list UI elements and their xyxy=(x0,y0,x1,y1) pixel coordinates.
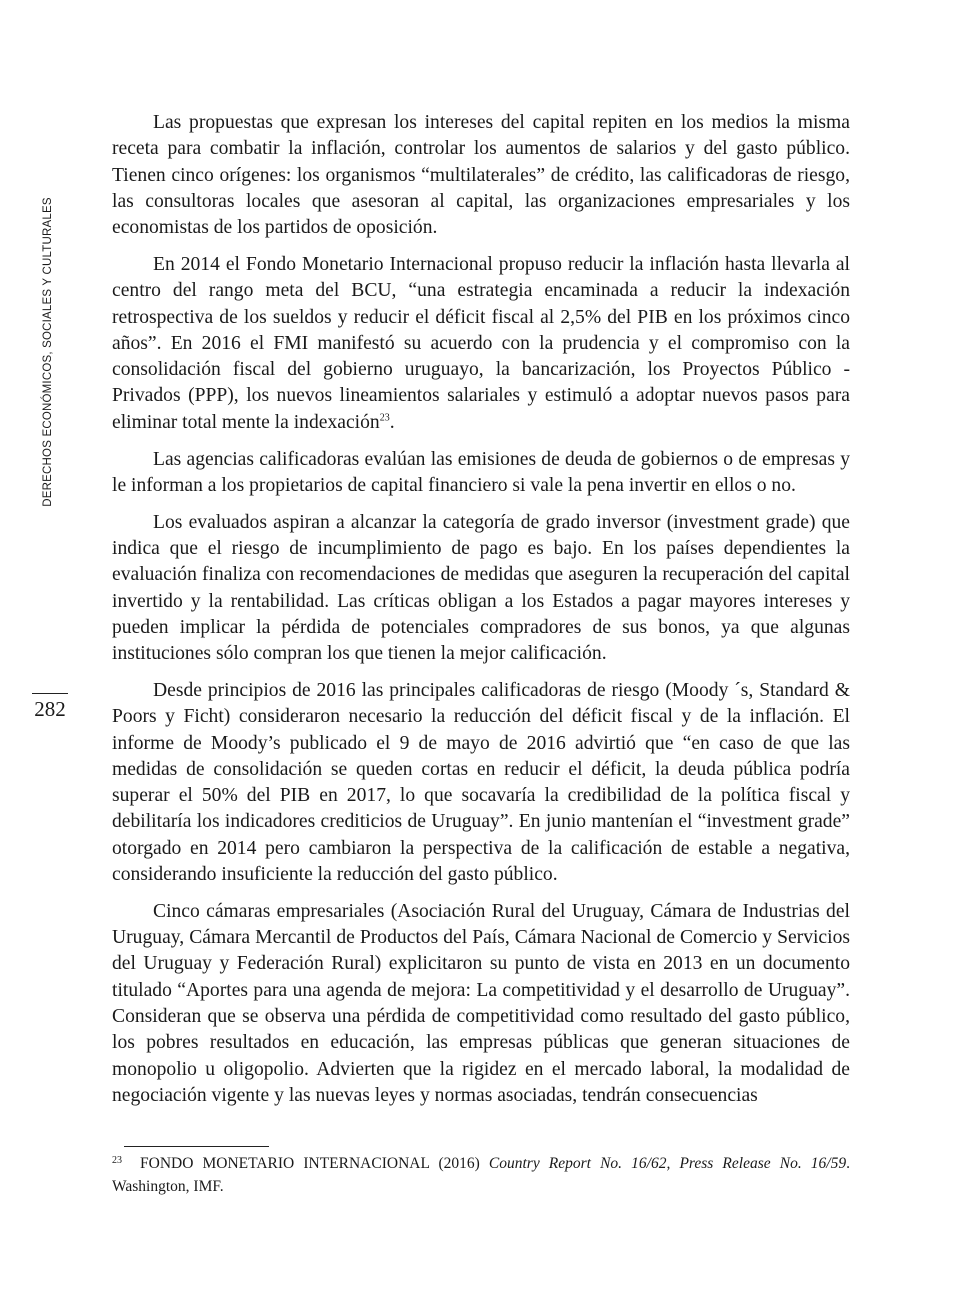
paragraph-2 xyxy=(112,252,850,436)
body-text xyxy=(112,110,850,1120)
footnote xyxy=(112,1153,850,1197)
page-number-rule xyxy=(32,693,68,694)
footnote-tail: . Washington, IMF. xyxy=(112,1155,850,1195)
footnote-text: FONDO MONETARIO INTERNACIONAL (2016) xyxy=(140,1155,489,1172)
paragraph-2-text: En 2014 el Fondo Monetario Internacional propuso reducir la inflación hasta llevarla al centro del rango meta del BCU, “una estrategia encaminada a reducir la indexación retrospectiva de los sueldos y reducir el déficit fiscal al 2,5% del PIB en los próximos cinco años”. En 2016 el FMI manifestó su acuerdo con la prudencia y el compromiso con la consolidación fiscal del gobierno uruguayo, la bancarización, los Proyectos Público - Privados (PPP), los nuevos lineamientos salariales y estimuló a adoptar nuevos pasos para eliminar total mente la indexación xyxy=(112,253,850,433)
paragraph-1: Las propuestas que expresan los intereses del capital repiten en los medios la misma receta para combatir la inflación, controlar los aumentos de salarios y del gasto público. Tienen cinco orígenes: los organismos “multilaterales” de crédito, las calificadoras de riesgo, las consultoras locales que asesoran al capital, las organizaciones empresariales y los economistas de los partidos de oposición. xyxy=(112,112,850,239)
paragraph-2-end: . xyxy=(389,411,395,433)
running-header: DERECHOS ECONÓMICOS, SOCIALES Y CULTURALES xyxy=(42,197,54,507)
footnote-separator xyxy=(124,1146,269,1147)
paragraph-5: Desde principios de 2016 las principales calificadoras de riesgo (Moody ´s, Standard & Poors y Ficht) consideraron necesario la reducción del déficit fiscal y de la inflación. El informe de Moody’s publicado el 9 de mayo de 2016 advirtió que “en caso de que las medidas de consolidación se queden cortas en reducir el déficit, la deuda pública podría superar el 50% del PIB en 2017, lo que socavaría la credibilidad de la política fiscal y debilitaría los indicadores crediticios de Uruguay”. En junio mantenían el “investment grade” otorgado en 2014 pero cambiaron la perspectiva de la calificación de estable a negativa, considerando insuficiente la reducción del gasto público. xyxy=(112,679,850,886)
paragraph-4: Los evaluados aspiran a alcanzar la categoría de grado inversor (investment grade) que indica que el riesgo de incumplimiento de pago es bajo. En los países dependientes la evaluación finaliza con recomendaciones de medidas que aseguren la recuperación del capital invertido y la rentabilidad. Las críticas obligan a los Estados a pagar mayores intereses y pueden implicar la pérdida de potenciales compradores de sus bonos, ya que algunas instituciones sólo compran los que tienen la mejor calificación. xyxy=(112,511,850,665)
footnote-number: 23 xyxy=(112,1155,122,1166)
footnote-italic-title: Country Report No. 16/62, Press Release No. 16/59 xyxy=(488,1155,847,1172)
footnote-reference[interactable]: 23 xyxy=(379,412,390,424)
page-number: 282 xyxy=(34,697,66,721)
paragraph-3: Las agencias calificadoras evalúan las emisiones de deuda de gobiernos o de empresas y le informan a los propietarios de capital financiero si vale la pena invertir en ellos o no. xyxy=(112,448,850,496)
paragraph-6: Cinco cámaras empresariales (Asociación Rural del Uruguay, Cámara de Industrias del Uruguay, Cámara Mercantil de Productos del País, Cámara Nacional de Comercio y Servicios del Uruguay y Federación Rural) explicitaron su punto de vista en 2013 en un documento titulado “Aportes para una agenda de mejora: La competitividad y el desarrollo de Uruguay”. Consideran que se observa una pérdida de competitividad como resultado del gasto público, los pobres resultados en educación, las empresas públicas que generan situaciones de monopolio u oligopolio. Advierten que la rigidez en el mercado laboral, la modalidad de negociación vigente y las nuevas leyes y normas asociadas, tendrán consecuencias xyxy=(112,900,850,1106)
